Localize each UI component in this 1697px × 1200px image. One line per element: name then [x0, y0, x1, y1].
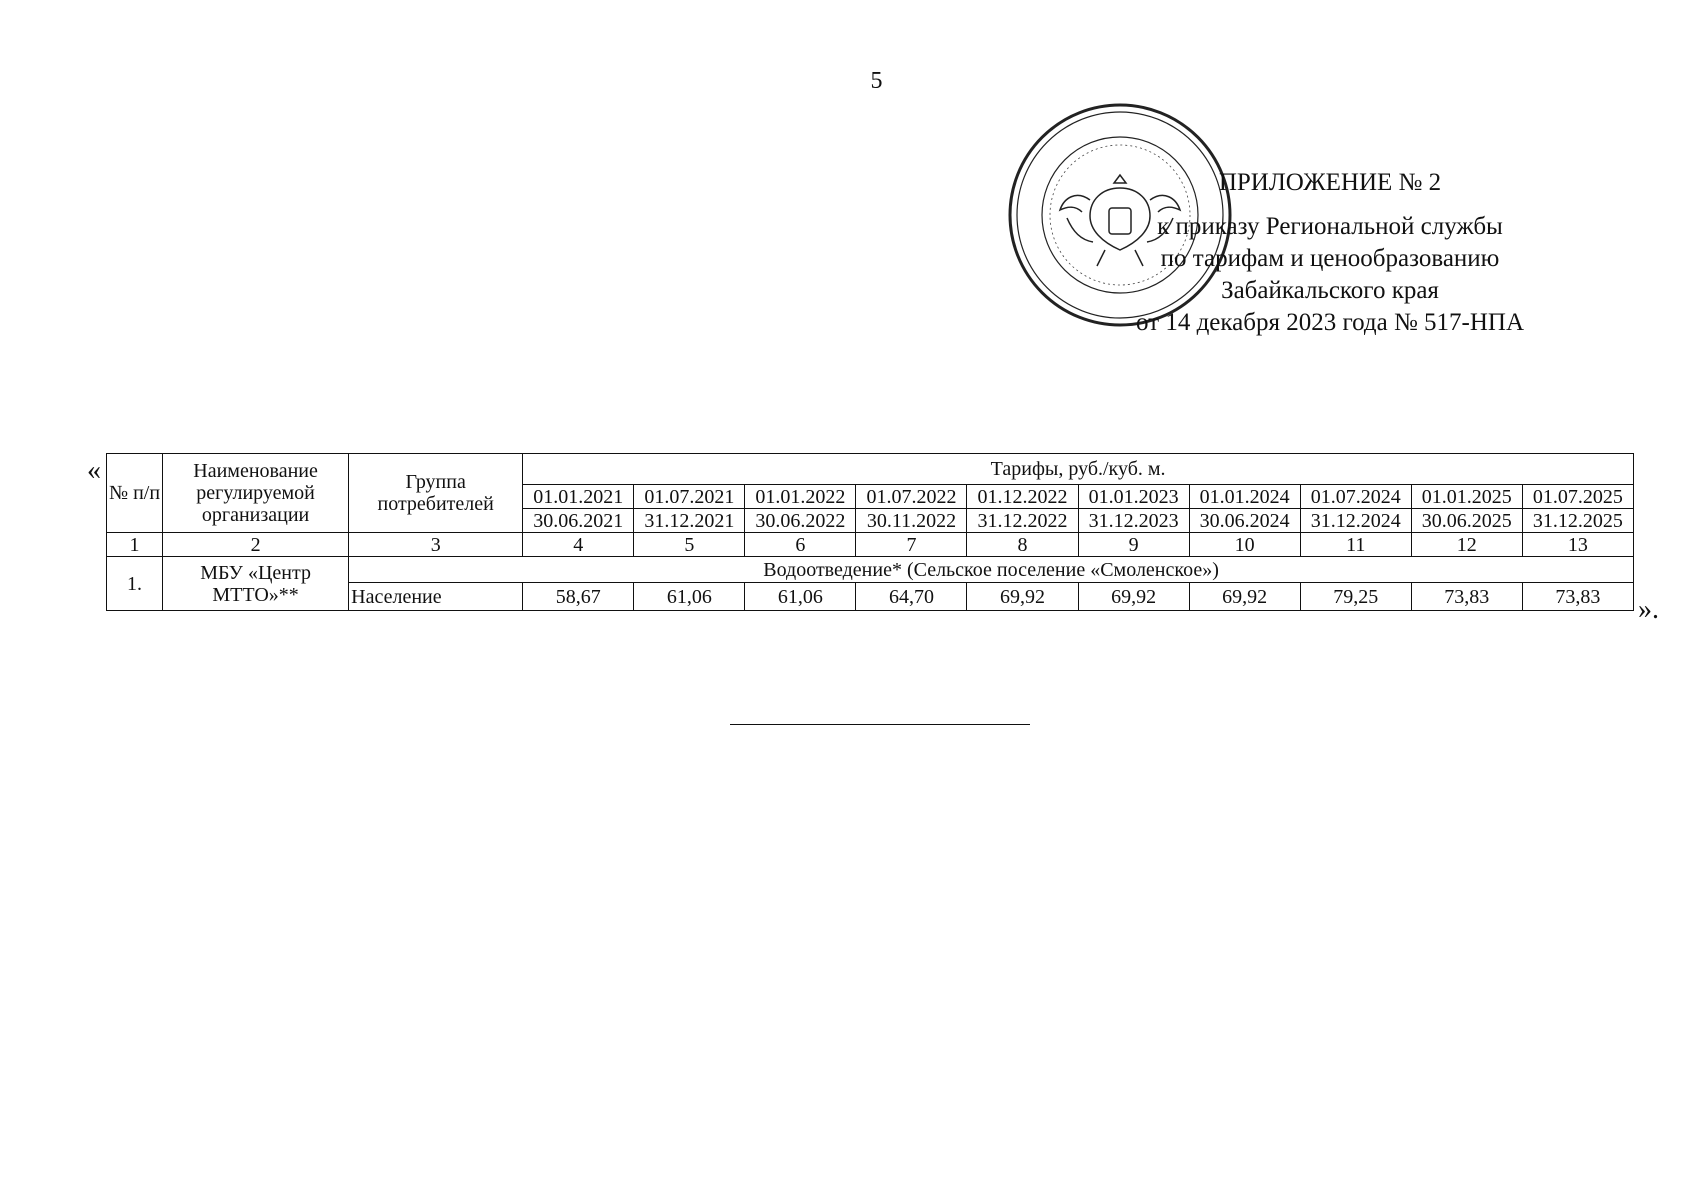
- column-number: 1: [107, 533, 163, 557]
- column-number: 9: [1078, 533, 1189, 557]
- column-number: 8: [967, 533, 1078, 557]
- appendix-block: [1090, 167, 1570, 339]
- column-number: 10: [1189, 533, 1300, 557]
- appendix-line: к приказу Региональной службы: [1157, 213, 1503, 240]
- period-to: 31.12.2021: [634, 509, 745, 533]
- tariff-value: 69,92: [967, 583, 1078, 611]
- period-from: 01.01.2025: [1411, 485, 1522, 509]
- period-to: 31.12.2024: [1300, 509, 1411, 533]
- period-from: 01.07.2022: [856, 485, 967, 509]
- appendix-line: по тарифам и ценообразованию: [1160, 245, 1500, 272]
- period-to: 30.06.2024: [1189, 509, 1300, 533]
- tariff-value: 79,25: [1300, 583, 1411, 611]
- column-number: 6: [745, 533, 856, 557]
- header-tariffs: Тарифы, руб./куб. м.: [523, 454, 1634, 485]
- period-from: 01.01.2024: [1189, 485, 1300, 509]
- period-to: 31.12.2022: [967, 509, 1078, 533]
- row-service: Водоотведение* (Сельское поселение «Смоленское»): [349, 557, 1634, 583]
- column-number: 11: [1300, 533, 1411, 557]
- row-group: Население: [349, 583, 523, 611]
- opening-quote: «: [87, 455, 101, 486]
- header-org: Наименование регулируемой организации: [163, 454, 349, 533]
- period-to: 30.06.2021: [523, 509, 634, 533]
- column-number: 4: [523, 533, 634, 557]
- table-row: [107, 557, 1634, 583]
- column-number: 3: [349, 533, 523, 557]
- tariff-value: 58,67: [523, 583, 634, 611]
- period-from: 01.01.2023: [1078, 485, 1189, 509]
- tariff-value: 61,06: [634, 583, 745, 611]
- appendix-line: от 14 декабря 2023 года № 517-НПА: [1135, 309, 1525, 336]
- table-header-row: [107, 454, 1634, 485]
- period-from: 01.07.2025: [1522, 485, 1633, 509]
- tariff-value: 69,92: [1189, 583, 1300, 611]
- period-from: 01.07.2024: [1300, 485, 1411, 509]
- tariff-table: [106, 453, 1634, 611]
- closing-quote: ».: [1638, 594, 1659, 625]
- column-number: 5: [634, 533, 745, 557]
- column-number: 12: [1411, 533, 1522, 557]
- period-from: 01.01.2022: [745, 485, 856, 509]
- period-from: 01.07.2021: [634, 485, 745, 509]
- end-divider: [730, 724, 1030, 725]
- period-to: 30.06.2022: [745, 509, 856, 533]
- row-num: 1.: [107, 557, 163, 611]
- tariff-value: 73,83: [1411, 583, 1522, 611]
- period-to: 30.06.2025: [1411, 509, 1522, 533]
- period-from: 01.12.2022: [967, 485, 1078, 509]
- table-column-number-row: [107, 533, 1634, 557]
- row-org: МБУ «Центр МТТО»**: [163, 557, 349, 611]
- header-group: Группа потребителей: [349, 454, 523, 533]
- header-num: № п/п: [107, 454, 163, 533]
- tariff-value: 61,06: [745, 583, 856, 611]
- appendix-line: Забайкальского края: [1221, 277, 1439, 304]
- page-number: 5: [870, 68, 883, 94]
- tariff-value: 64,70: [856, 583, 967, 611]
- period-to: 30.11.2022: [856, 509, 967, 533]
- tariff-value: 69,92: [1078, 583, 1189, 611]
- column-number: 2: [163, 533, 349, 557]
- appendix-title: ПРИЛОЖЕНИЕ № 2: [1218, 169, 1442, 196]
- period-from: 01.01.2021: [523, 485, 634, 509]
- period-to: 31.12.2025: [1522, 509, 1633, 533]
- period-to: 31.12.2023: [1078, 509, 1189, 533]
- column-number: 7: [856, 533, 967, 557]
- tariff-value: 73,83: [1522, 583, 1633, 611]
- column-number: 13: [1522, 533, 1633, 557]
